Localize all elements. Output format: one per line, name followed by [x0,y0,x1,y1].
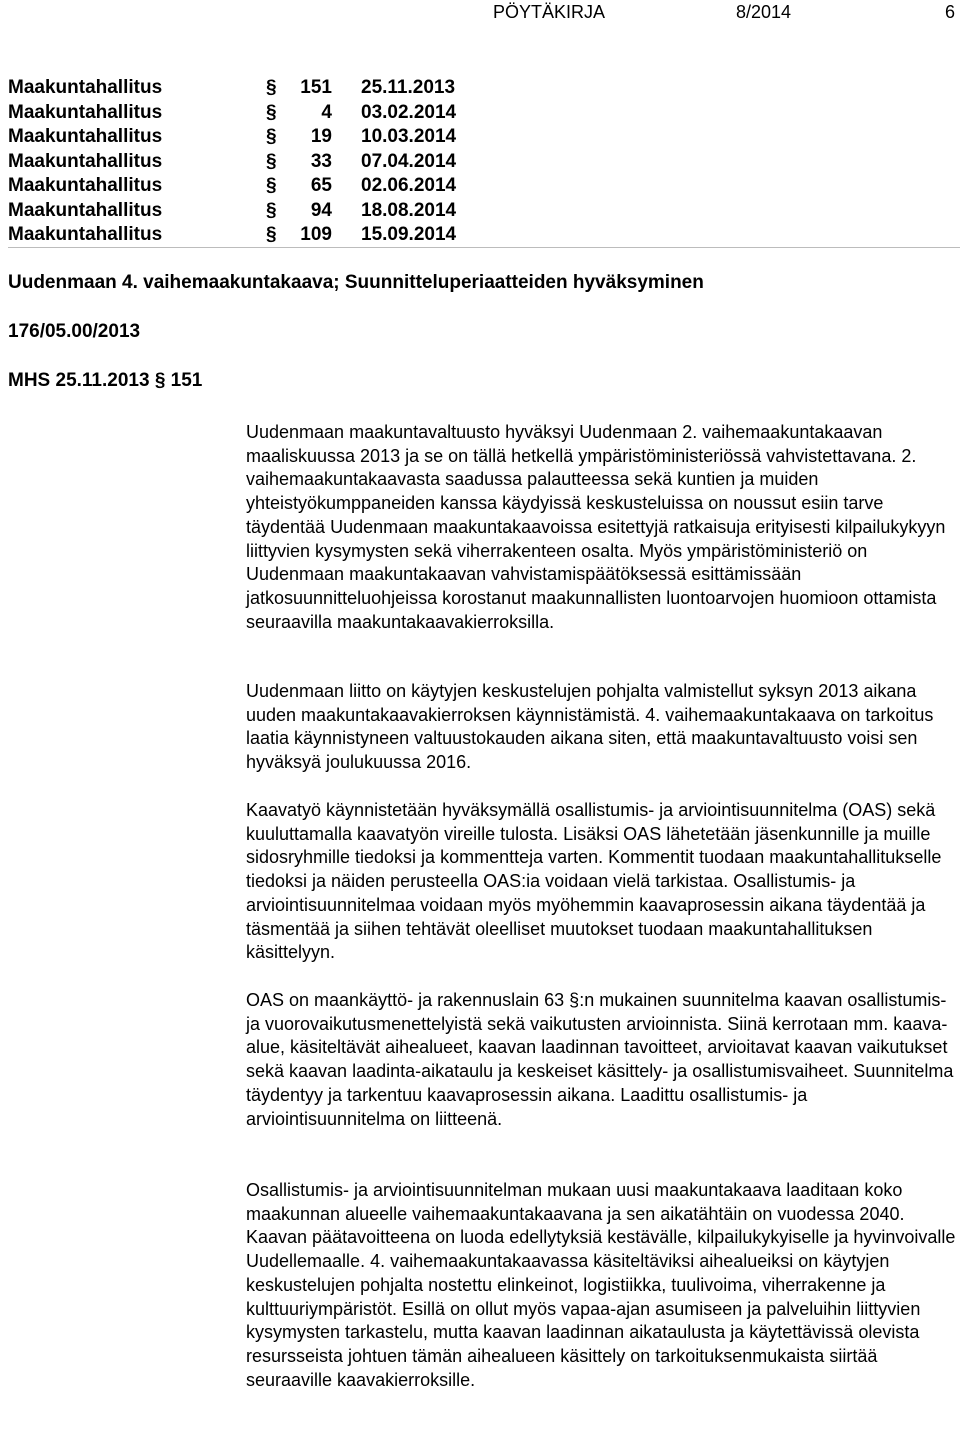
page-header [0,2,960,24]
body-paragraph: Uudenmaan liitto on käytyjen keskustelujen pohjalta valmistellut syksyn 2013 aikana uuden maakuntakaavakierroksen käynnistämistä. 4. vaihemaakuntakaava on tarkoitus laatia käynnistyneen valtuustokauden aikana siten, että maakuntavaltuusto voisi sen hyväksyä joulukuussa 2016. [246,681,934,773]
page-number: 6 [945,2,956,22]
section-sign: § [266,101,277,123]
meeting-date: 03.02.2014 [361,101,457,123]
section-sign: § [266,150,277,172]
document-type: PÖYTÄKIRJA [493,2,606,22]
decision-body: Maakuntahallitus [8,101,163,123]
decision-body: Maakuntahallitus [8,175,163,196]
diary-number: 176/05.00/2013 [8,321,141,342]
body-paragraph: Uudenmaan maakuntavaltuusto hyväksyi Uudenmaan 2. vaihemaakuntakaavan maaliskuussa 2013 ja se on tällä hetkellä ympäristöministeriössä vahvistettavana. 2. vaihemaakuntakaavasta saadussa palautteessa sekä kuntien ja muiden yhteistyökumppaneiden kanssa käydyissä keskusteluissa on noussut esiin tarve täydentää Uudenmaan maakuntakaavoissa esitettyjä ratkaisuja erityisesti kilpailukykyyn liittyvien kysymysten sekä viherrakenteen osalta. Myös ympäristöministeriö on Uudenmaan maakuntakaavan vahvistamispäätöksessä esittämissään jatkosuunnitteluohjeissa korostanut maakunnallisten luontoarvojen huomioon ottamista seuraavilla maakuntakaavakierroksilla. [246,422,946,632]
meeting-date: 25.11.2013 [361,77,456,98]
meeting-date: 15.09.2014 [361,224,457,245]
section-number: 109 [300,224,332,245]
decision-body: Maakuntahallitus [8,199,163,221]
section-sign: § [266,224,277,245]
decision-body: Maakuntahallitus [8,126,163,147]
body-paragraph: OAS on maankäyttö- ja rakennuslain 63 §:n mukainen suunnitelma kaavan osallistumis- ja vuorovaikutusmenettelyistä sekä vaikutusten arvioinnista. Siinä kerrotaan mm. kaava-alue, käsiteltävät aihealueet, kaavan laadinnan tavoitteet, arvioitavat kaavan vaikutukset sekä kaavan laadinta-aikataulu ja keskeiset käsittely- ja osallistumisvaiheet. Suunnitelma täydentyy ja tarkentuu kaavaprosessin aikana. Laadittu osallistumis- ja arviointisuunnitelma on liitteenä. [246,990,954,1129]
section-number: 65 [310,175,332,196]
body-paragraph: Osallistumis- ja arviointisuunnitelman mukaan uusi maakuntakaava laaditaan koko maakunnan alueelle vaihemaakuntakaavana ja sen aikatähtäin on vuodessa 2040. Kaavan päätavoitteena on luoda edellytyksiä kestävälle, kilpailukykyiselle ja hyvinvoivalle Uudellemaalle. 4. vaihemaakuntakaavassa käsiteltäviksi aihealueiksi on käytyjen keskustelujen pohjalta nostettu elinkeinot, logistiikka, tuulivoima, viherrakenne ja kulttuuriympäristöt. Esillä on ollut myös vapaa-ajan asumiseen ja palveluihin liittyvien kysymysten tarkastelu, mutta kaavan laadinnan aikataulusta ja käytettävissä olevista resursseista johtuen tämän aihealueen käsittely on tarkoituksenmukaista siirtää seuraaville kaavakierroksille. [246,1180,956,1390]
section-number: 4 [321,101,332,123]
decision-body: Maakuntahallitus [8,150,163,172]
decision-body: Maakuntahallitus [8,224,163,245]
section-divider [8,247,960,248]
agenda-item-title: Uudenmaan 4. vaihemaakuntakaava; Suunnitteluperiaatteiden hyväksyminen [8,272,704,293]
section-sign: § [266,199,277,221]
protocol-number: 8/2014 [736,2,792,22]
meeting-date: 07.04.2014 [361,150,457,172]
handling-reference: MHS 25.11.2013 § 151 [8,370,203,391]
section-number: 94 [310,199,332,221]
section-sign: § [266,77,277,98]
body-paragraph: Kaavatyö käynnistetään hyväksymällä osallistumis- ja arviointisuunnitelma (OAS) sekä kuuluttamalla kaavatyön vireille tulosta. Lisäksi OAS lähetetään jäsenkunnille ja muille sidosryhmille tiedoksi ja kommentteja varten. Kommentit tuodaan maakuntahallitukselle tiedoksi ja näiden perusteella OAS:ia voidaan vielä tarkistaa. Osallistumis- ja arviointisuunnitelmaa voidaan myös myöhemmin kaavaprosessin aikana täydentää ja täsmentää ja siihen tehtävät oleelliset muutokset tuodaan maakuntahallituksen käsittelyyn. [246,800,942,963]
meeting-date: 10.03.2014 [361,126,457,147]
section-number: 19 [310,126,332,147]
section-sign: § [266,175,277,196]
decision-body: Maakuntahallitus [8,77,163,98]
section-number: 33 [310,150,332,172]
section-number: 151 [300,77,332,98]
meeting-date: 02.06.2014 [361,175,457,196]
section-sign: § [266,126,277,147]
meeting-date: 18.08.2014 [361,199,457,221]
